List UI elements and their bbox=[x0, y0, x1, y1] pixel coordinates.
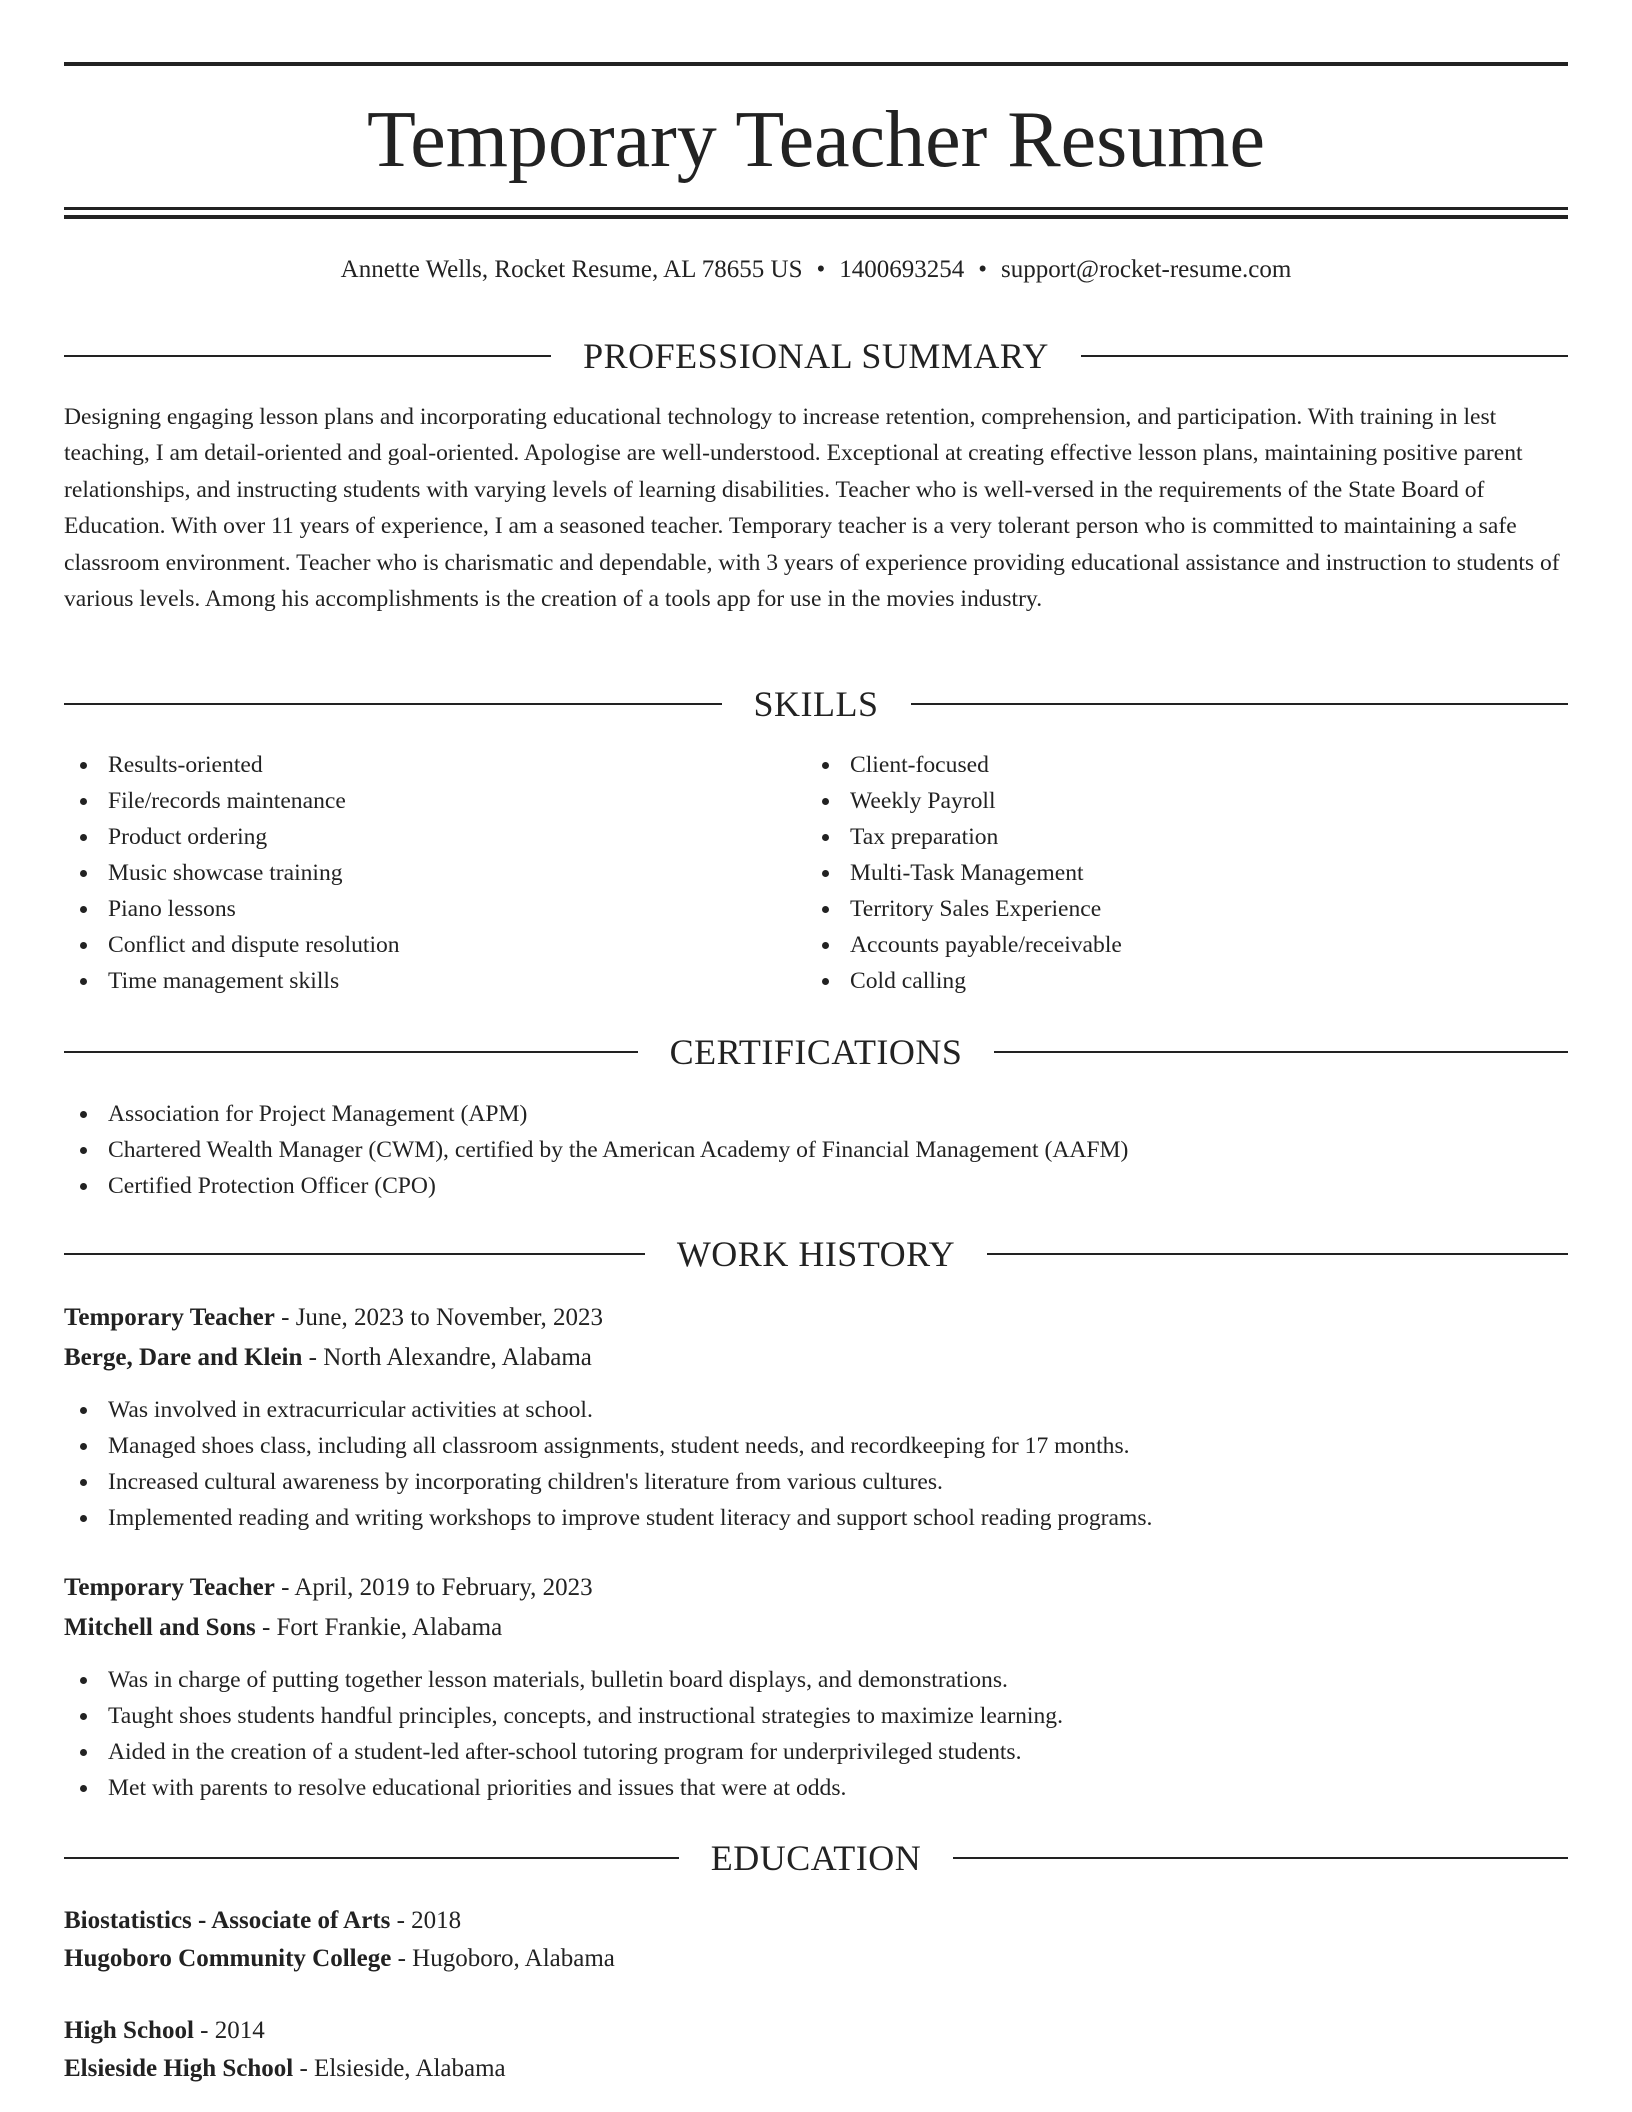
skills-list-left bbox=[64, 747, 400, 999]
section-heading-education bbox=[64, 1836, 1568, 1880]
education-school-line bbox=[64, 2051, 506, 2087]
job-duty-item: Implemented reading and writing workshops to improve student literacy and support school reading programs. bbox=[64, 1500, 1152, 1536]
job-duty-item: Managed shoes class, including all classroom assignments, student needs, and recordkeeping for 17 months. bbox=[64, 1428, 1152, 1464]
skill-item: Weekly Payroll bbox=[806, 783, 1122, 819]
job-title-line bbox=[64, 1570, 593, 1606]
skill-item: Product ordering bbox=[64, 819, 400, 855]
job-location: - North Alexandre, Alabama bbox=[302, 1344, 592, 1371]
job-location: - Fort Frankie, Alabama bbox=[255, 1614, 503, 1641]
skill-item: Multi-Task Management bbox=[806, 855, 1122, 891]
education-school-line bbox=[64, 1941, 615, 1977]
section-heading-skills bbox=[64, 682, 1568, 726]
education-degree-line bbox=[64, 2013, 265, 2049]
skill-item: Client-focused bbox=[806, 747, 1122, 783]
job-company-line bbox=[64, 1340, 592, 1376]
skill-item: File/records maintenance bbox=[64, 783, 400, 819]
education-degree: Biostatistics - Associate of Arts bbox=[64, 1907, 391, 1934]
job-duty-item: Aided in the creation of a student-led after-school tutoring program for underprivileged students. bbox=[64, 1734, 1063, 1770]
skills-list-right bbox=[806, 747, 1122, 999]
job-dates: - April, 2019 to February, 2023 bbox=[274, 1574, 593, 1601]
heading-rule bbox=[64, 1253, 645, 1255]
section-title: WORK HISTORY bbox=[676, 1234, 956, 1274]
contact-address: Annette Wells, Rocket Resume, AL 78655 US bbox=[340, 256, 803, 283]
education-location: - Hugoboro, Alabama bbox=[391, 1945, 615, 1972]
education-location: - Elsieside, Alabama bbox=[293, 2055, 506, 2082]
contact-line bbox=[64, 252, 1568, 288]
job-duties-list bbox=[64, 1662, 1063, 1806]
certifications-list bbox=[64, 1096, 1128, 1204]
heading-rule bbox=[953, 1857, 1568, 1859]
certification-item: Chartered Wealth Manager (CWM), certified by the American Academy of Financial Management (AAFM) bbox=[64, 1132, 1128, 1168]
skill-item: Accounts payable/receivable bbox=[806, 927, 1122, 963]
job-duties-list bbox=[64, 1392, 1152, 1536]
heading-rule bbox=[1081, 355, 1568, 357]
summary-text: Designing engaging lesson plans and incorporating educational technology to increase retention, comprehension, and participation. With training in lest teaching, I am detail-oriented and goal-oriented. Apologise are well-understood. Exceptional at creating effective lesson plans, maintaining positive parent relationships, and instructing students with varying levels of learning disabilities. Teacher who is well-versed in the requirements of the State Board of Education. With over 11 years of experience, I am a seasoned teacher. Temporary teacher is a very tolerant person who is committed to maintaining a safe classroom environment. Teacher who is charismatic and dependable, with 3 years of experience providing educational assistance and instruction to students of various levels. Among his accomplishments is the creation of a tools app for use in the movies industry. bbox=[64, 404, 1560, 613]
contact-separator: • bbox=[978, 256, 988, 283]
section-heading-certifications bbox=[64, 1030, 1568, 1074]
heading-rule bbox=[64, 1051, 638, 1053]
job-title: Temporary Teacher bbox=[64, 1304, 275, 1331]
job-duty-item: Was in charge of putting together lesson materials, bulletin board displays, and demonstrations. bbox=[64, 1662, 1063, 1698]
contact-email: support@rocket-resume.com bbox=[1001, 256, 1292, 283]
skill-item: Time management skills bbox=[64, 963, 400, 999]
education-degree-line bbox=[64, 1903, 461, 1939]
education-year: - 2018 bbox=[390, 1907, 462, 1934]
education-degree: High School bbox=[64, 2017, 194, 2044]
education-school: Hugoboro Community College bbox=[64, 1945, 392, 1972]
skill-item: Tax preparation bbox=[806, 819, 1122, 855]
section-title: CERTIFICATIONS bbox=[669, 1032, 963, 1072]
section-title: SKILLS bbox=[753, 684, 879, 724]
contact-phone: 1400693254 bbox=[839, 256, 965, 283]
job-duty-item: Was involved in extracurricular activities at school. bbox=[64, 1392, 1152, 1428]
contact-separator: • bbox=[816, 256, 826, 283]
heading-rule bbox=[911, 703, 1569, 705]
section-heading-summary bbox=[64, 334, 1568, 378]
section-title: PROFESSIONAL SUMMARY bbox=[583, 336, 1049, 376]
heading-rule bbox=[987, 1253, 1568, 1255]
skill-item: Cold calling bbox=[806, 963, 1122, 999]
job-duty-item: Taught shoes students handful principles, concepts, and instructional strategies to maximize learning. bbox=[64, 1698, 1063, 1734]
heading-rule bbox=[64, 703, 722, 705]
job-company: Mitchell and Sons bbox=[64, 1614, 256, 1641]
skill-item: Music showcase training bbox=[64, 855, 400, 891]
section-heading-work bbox=[64, 1232, 1568, 1276]
skill-item: Piano lessons bbox=[64, 891, 400, 927]
top-rule bbox=[64, 62, 1568, 66]
job-dates: - June, 2023 to November, 2023 bbox=[274, 1304, 603, 1331]
skill-item: Results-oriented bbox=[64, 747, 400, 783]
certification-item: Association for Project Management (APM) bbox=[64, 1096, 1128, 1132]
heading-rule bbox=[64, 355, 551, 357]
section-title: EDUCATION bbox=[710, 1838, 922, 1878]
job-title-line bbox=[64, 1300, 603, 1336]
job-duty-item: Increased cultural awareness by incorporating children's literature from various cultures. bbox=[64, 1464, 1152, 1500]
heading-rule bbox=[64, 1857, 679, 1859]
heading-rule bbox=[994, 1051, 1568, 1053]
education-year: - 2014 bbox=[193, 2017, 265, 2044]
certification-item: Certified Protection Officer (CPO) bbox=[64, 1168, 1128, 1204]
resume-title: Temporary Teacher Resume bbox=[366, 96, 1266, 184]
job-company: Berge, Dare and Klein bbox=[64, 1344, 303, 1371]
skill-item: Conflict and dispute resolution bbox=[64, 927, 400, 963]
skill-item: Territory Sales Experience bbox=[806, 891, 1122, 927]
job-title: Temporary Teacher bbox=[64, 1574, 275, 1601]
job-duty-item: Met with parents to resolve educational priorities and issues that were at odds. bbox=[64, 1770, 1063, 1806]
title-double-rule bbox=[64, 207, 1568, 219]
job-company-line bbox=[64, 1610, 502, 1646]
education-school: Elsieside High School bbox=[64, 2055, 294, 2082]
